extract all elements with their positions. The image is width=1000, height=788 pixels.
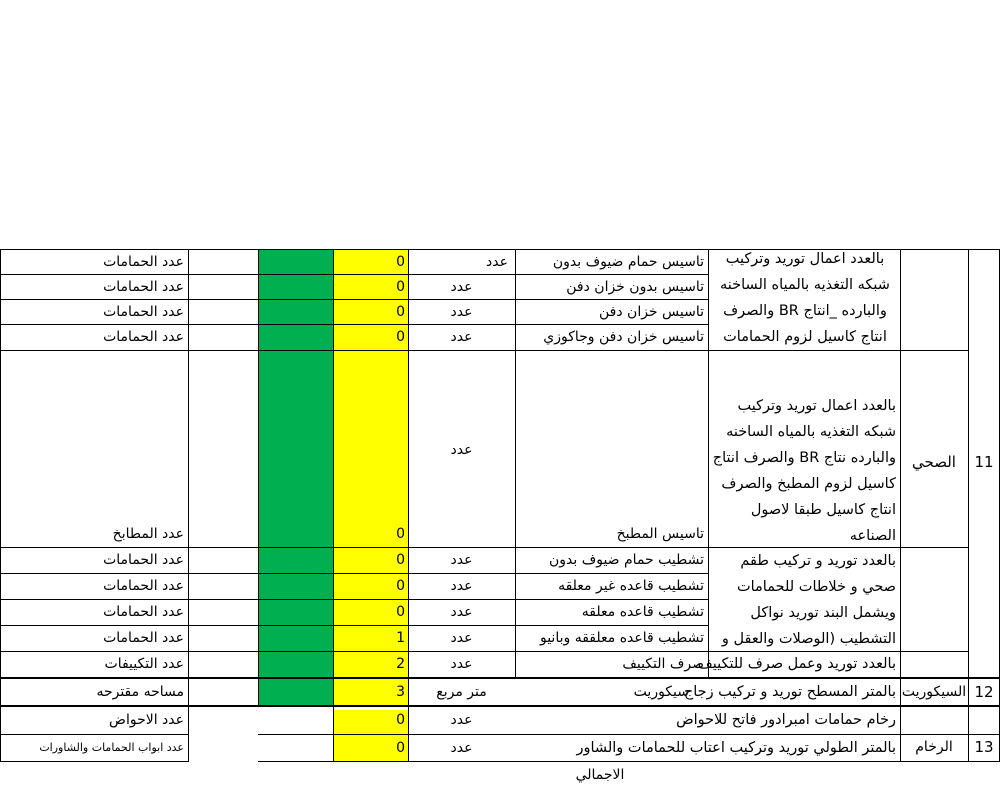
unit-label-cell: عدد الحمامات [103,604,184,620]
unit-label-cell: عدد الحمامات [103,304,184,320]
green-column-a [258,250,333,706]
total-label: الاجمالي [575,767,625,783]
description-cell: تشطيب قاعده معلقه [581,604,704,620]
unit-label-cell: عدد الحمامات [103,329,184,345]
description-cell: تشطيب قاعده معلققه وبانيو [539,630,704,646]
item-number-cell: 13 [974,738,994,756]
item-number-cell: 11 [974,453,994,471]
description-cell: تاسيس خزان دفن [599,304,704,320]
unit-cell: عدد [450,604,473,620]
qty-cell[interactable]: 0 [396,740,405,756]
unit-label-cell: عدد الحمامات [103,630,184,646]
qty-cell[interactable]: 0 [396,712,405,728]
unit-label-cell: مساحه مقترحه [96,684,184,700]
qty-cell[interactable]: 1 [396,630,405,646]
unit-cell: عدد [450,630,473,646]
description-cell: صرف التكييف [622,656,704,672]
unit-label-cell: عدد ابواب الحمامات والشاورات [39,741,184,754]
unit-label-cell: عدد الحمامات [103,254,184,270]
qty-cell[interactable]: 0 [396,254,405,270]
item-name-cell: الصحي [912,453,956,471]
spec-cell: بالعدد اعمال توريد وتركيب شبكه التغذيه بالمياه الساخنه والبارده _انتاج BR والصرف انتاج كاسيل لزوم الحمامات [720,251,890,345]
qty-cell[interactable]: 0 [396,279,405,295]
unit-cell: عدد [486,254,508,270]
unit-cell: عدد [450,656,473,672]
item-name-cell: السيكوريت [901,684,967,700]
description-cell: بالمتر الطولي توريد وتركيب اعتاب للحمامات والشاور [576,740,896,756]
item-number-cell: 12 [974,683,994,701]
unit-cell: عدد [450,442,473,458]
unit-cell: عدد [450,279,473,295]
item-name-cell: الرخام [915,739,953,755]
description-cell: سيكوريت [633,684,689,700]
qty-cell[interactable]: 0 [396,578,405,594]
description-cell: تاسيس حمام ضيوف بدون [552,254,704,270]
unit-cell: عدد [450,578,473,594]
description-cell: تاسيس المطبخ [616,526,704,542]
unit-cell: عدد [450,329,473,345]
qty-cell[interactable]: 2 [396,656,405,672]
unit-cell: متر مربع [436,684,487,700]
description-cell: تاسيس بدون خزان دفن [566,279,704,295]
description-cell: تاسيس خزان دفن وجاكوزي [543,329,704,345]
unit-label-cell: عدد التكييفات [104,656,184,672]
unit-label-cell: عدد الحمامات [103,279,184,295]
unit-cell: عدد [450,740,473,756]
qty-cell[interactable]: 0 [396,604,405,620]
qty-cell[interactable]: 0 [396,526,405,542]
spec-cell: بالمتر المسطح توريد و تركيب زجاج [683,684,896,700]
description-cell: رخام حمامات امبرادور فاتح للاحواض [676,712,896,728]
unit-label-cell: عدد الحمامات [103,578,184,594]
qty-cell[interactable]: 0 [396,329,405,345]
unit-label-cell: عدد الحمامات [103,552,184,568]
qty-cell[interactable]: 0 [396,304,405,320]
unit-cell: عدد [450,304,473,320]
spec-cell: بالعدد اعمال توريد وتركيب شبكه التغذيه بالمياه الساخنه والبارده نتاج BR والصرف انتاج كاسيل لزوم المطبخ والصرف انتاج كاسيل طبقا لاصول الصناعه [712,398,896,544]
unit-label-cell: عدد الاحواض [109,712,184,728]
description-cell: تشطيب قاعده غير معلقه [558,578,704,594]
qty-cell[interactable]: 3 [396,684,405,700]
unit-cell: عدد [450,712,473,728]
description-cell: تشطيب حمام ضيوف بدون [548,552,704,568]
unit-label-cell: عدد المطابخ [112,526,184,542]
unit-cell: عدد [450,552,473,568]
spec-cell: بالعدد توريد وعمل صرف للتكييف [697,656,896,672]
qty-cell[interactable]: 0 [396,552,405,568]
spec-cell: بالعدد توريد و تركيب طقم صحي و خلاطات للحمامات ويشمل البند توريد نواكل التشطيب (الوصلات والعقل و [721,553,896,647]
